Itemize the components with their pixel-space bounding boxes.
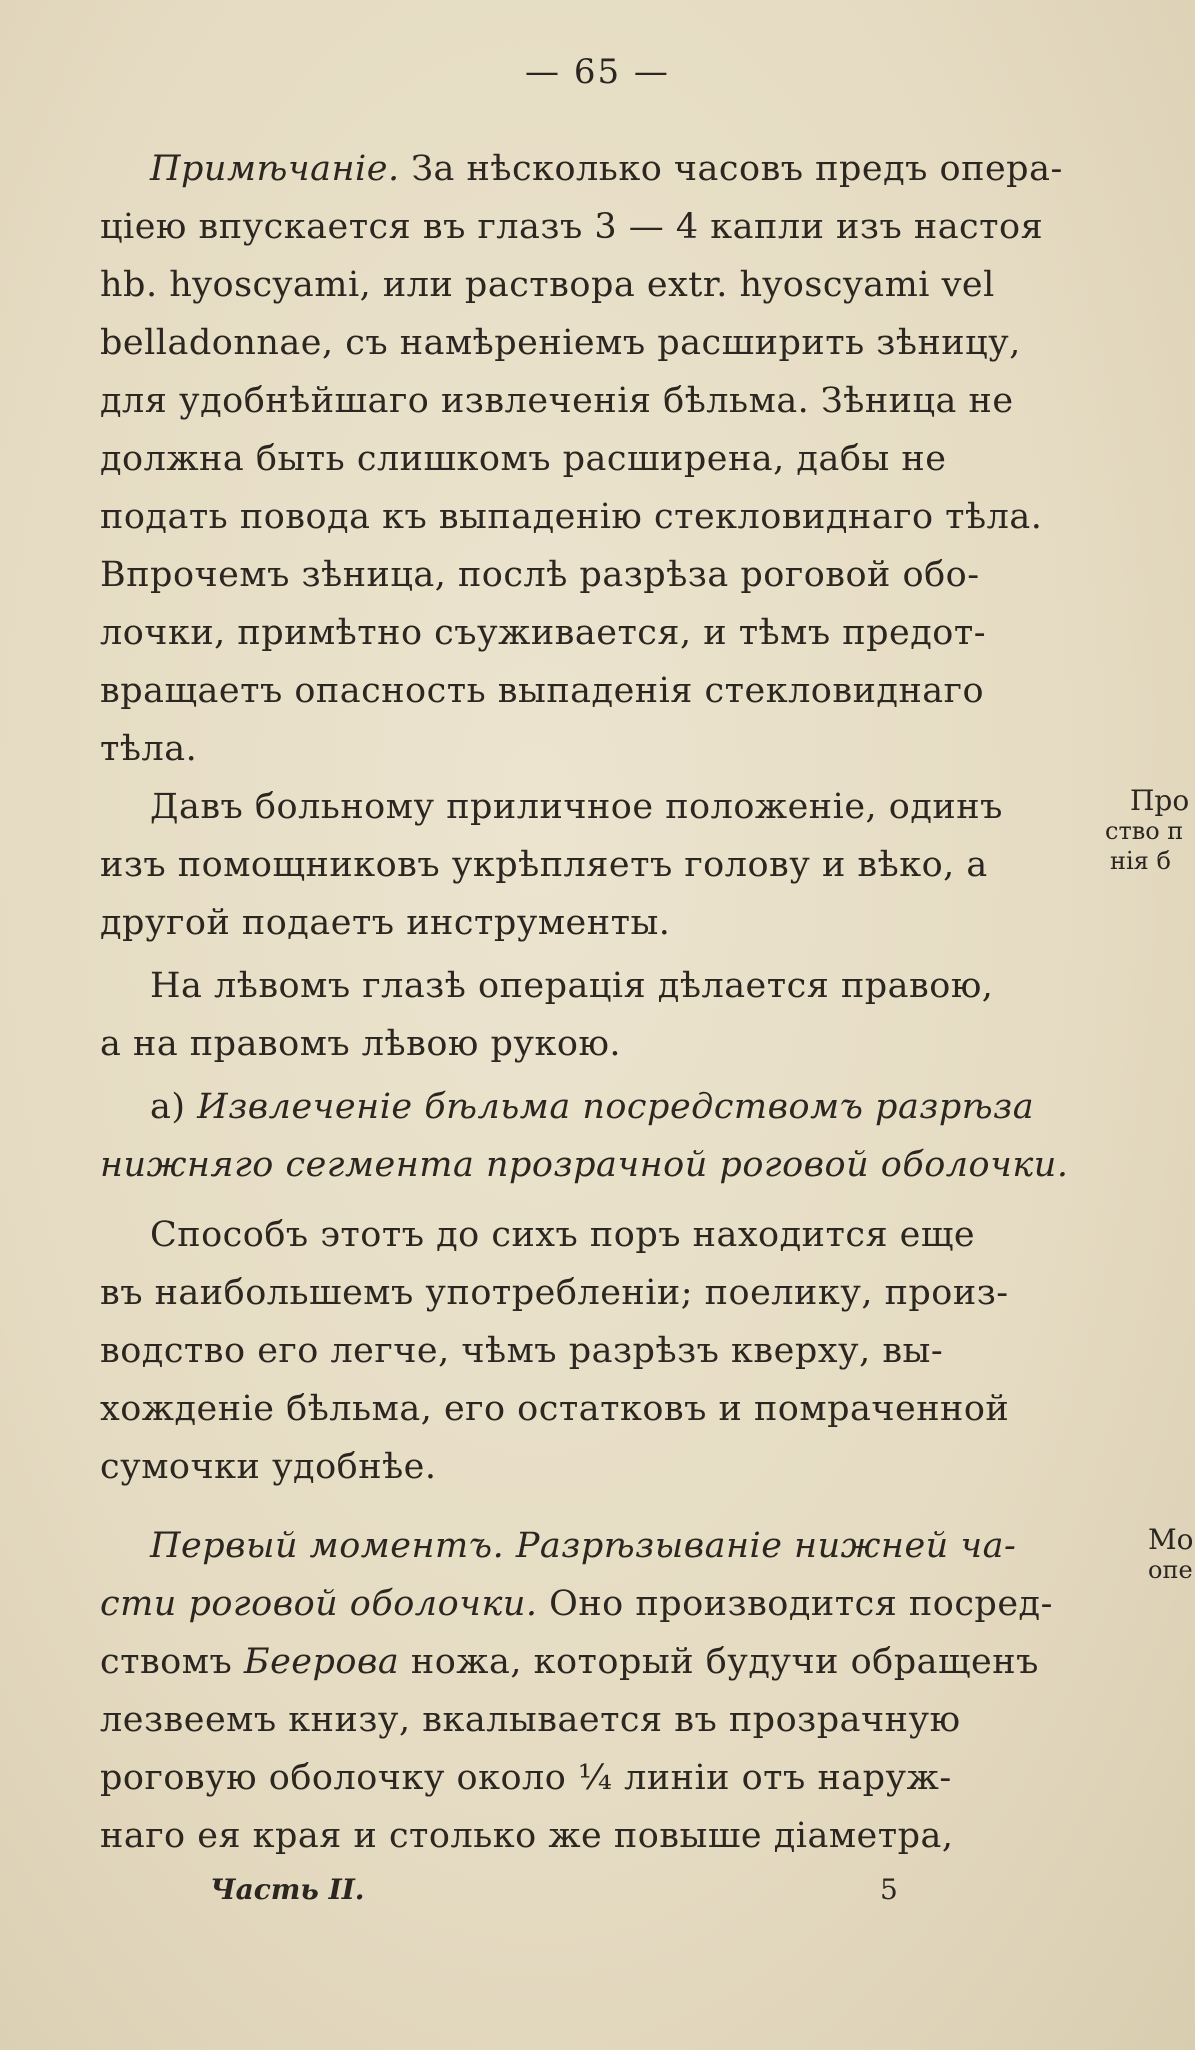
section-heading-a: а) Извлеченіе бѣльма посредствомъ разрѣза нижняго сегмента прозрачной роговой оболочки. <box>100 1087 1069 1185</box>
margin-note-2: Мо опе <box>1148 1523 1194 1584</box>
paragraph-method: Способъ этотъ до сихъ поръ находится еще въ наибольшемъ употребленіи; поелику, произ- водство его легче, чѣмъ разрѣзъ кверху, вы- хожденіе бѣльма, его остатковъ и помраченной сумочки удобнѣе. <box>100 1215 1010 1487</box>
paragraph-positioning: Давъ больному приличное положеніе, одинъ изъ помощниковъ укрѣпляетъ голову и вѣко, а другой подаетъ инструменты. <box>100 787 1003 943</box>
note-label: Примѣчаніе. <box>150 149 400 189</box>
paragraph-hands: На лѣвомъ глазѣ операція дѣлается правою, а на правомъ лѣвою рукою. <box>100 966 994 1064</box>
margin-note-1: Про ство п нія б <box>1105 784 1190 875</box>
page-number: — 65 — <box>525 52 670 92</box>
footer-signature: 5 <box>880 1873 898 1906</box>
note-paragraph: Примѣчаніе. За нѣсколько часовъ предъ опера- ціею впускается въ глазъ 3 — 4 капли изъ настоя hb. hyoscyami, или раствора extr. hyoscyami vel belladonnae, съ намѣреніемъ расширить зѣницу, для удобнѣйшаго извлеченія бѣльма. Зѣница не должна быть слишкомъ расширена, дабы не подать повода къ выпаденію стекловиднаго тѣла. Впрочемъ зѣница, послѣ разрѣза роговой обо- лочки, примѣтно съуживается, и тѣмъ предот- вращаетъ опасность выпаденія стекловиднаго тѣла. <box>100 149 1063 769</box>
paragraph-first-moment: Первый моментъ. Разрѣзываніе нижней ча- сти роговой оболочки. Оно производится посред- ствомъ Беерова ножа, который будучи обращенъ лезвеемъ книзу, вкалывается въ прозрачную роговую оболочку около ¼ линіи отъ наруж- наго ея края и столько же повыше діаметра, <box>100 1526 1053 1856</box>
footer-part-label: Часть II. <box>210 1873 365 1906</box>
